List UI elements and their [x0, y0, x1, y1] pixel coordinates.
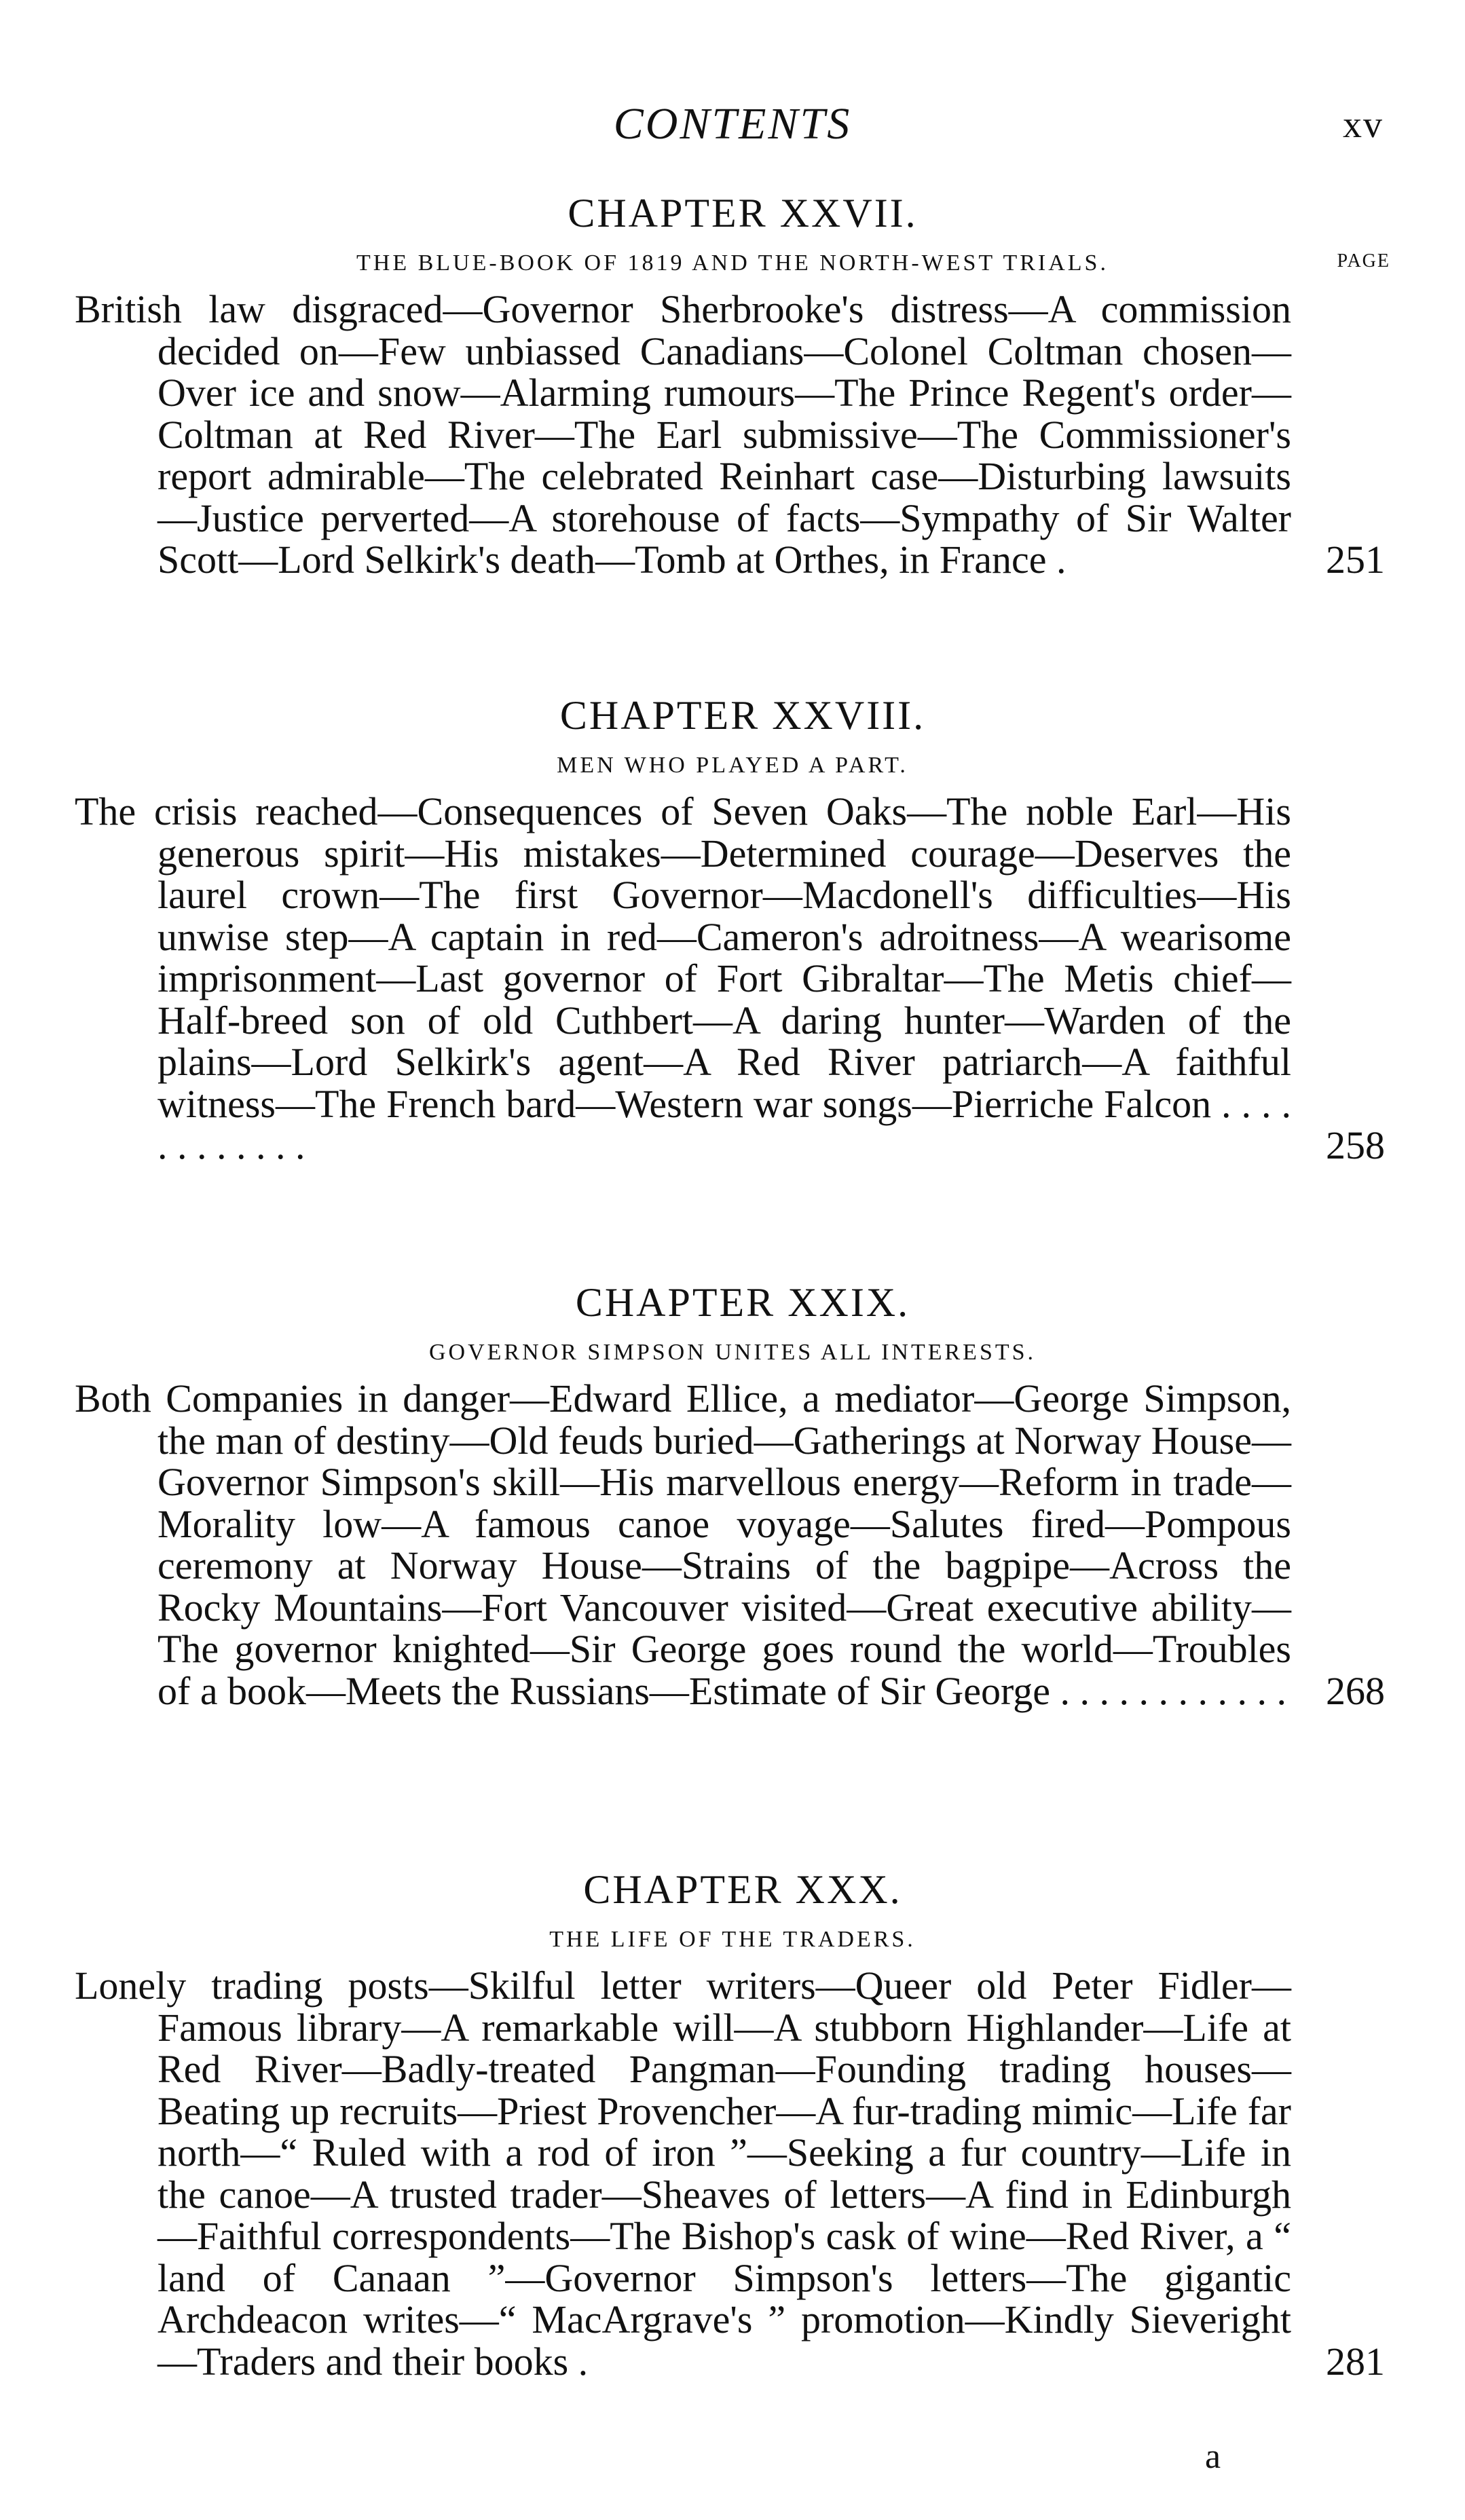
- chapter-subtitle: [0, 250, 1465, 276]
- chapter-entry: [0, 288, 1465, 581]
- chapter-summary: British law disgraced—Governor Sherbrooke's distress—A commission decided on—Few unbiassed Canadians—Colonel Coltman chosen—Over ice and snow—Alarming rumours—The Prince Regent's order—Coltman at Red River—The Earl submissive—The Commissioner's report admirable—The celebrated Reinhart case—Disturbing lawsuits—Justice perverted—A storehouse of facts—Sympathy of Sir Walter Scott—Lord Selkirk's death—Tomb at Orthes, in France .: [75, 287, 1291, 582]
- chapter-page-number: 268: [1326, 1668, 1385, 1713]
- chapter-subtitle: THE LIFE OF THE TRADERS.: [549, 1927, 916, 1952]
- chapter-summary: Lonely trading posts—Skilful letter writers—Queer old Peter Fidler—Famous library—A remarkable will—A stubborn Highlander—Life at Red River—Badly-treated Pangman—Founding trading houses—Beating up recruits—Priest Provencher—A fur-trading mimic—Life far north—“ Ruled with a rod of iron ”—Seeking a fur country—Life in the canoe—A trusted trader—Sheaves of letters—A find in Edinburgh—Faithful correspondents—The Bishop's cask of wine—Red River, a “ land of Canaan ”—Governor Simpson's letters—The gigantic Archdeacon writes—“ MacArgrave's ” promotion—Kindly Sieveright—Traders and their books .: [75, 1963, 1291, 2384]
- chapter-xxvii: [0, 190, 1465, 581]
- chapter-subtitle: MEN WHO PLAYED A PART.: [557, 753, 908, 778]
- chapter-xxx: [0, 1866, 1465, 2382]
- chapter-page-number: 258: [1326, 1123, 1385, 1167]
- chapter-xxviii: [0, 692, 1465, 1167]
- chapter-heading: CHAPTER XXX.: [583, 1867, 902, 1912]
- page-column-label: PAGE: [1337, 250, 1390, 271]
- chapter-subtitle-text: THE BLUE-BOOK OF 1819 AND THE NORTH-WEST TRIALS.: [356, 250, 1109, 276]
- chapter-heading: CHAPTER XXIX.: [575, 1280, 910, 1325]
- chapter-heading: CHAPTER XXVIII.: [559, 693, 926, 738]
- chapter-subtitle: GOVERNOR SIMPSON UNITES ALL INTERESTS.: [428, 1340, 1037, 1365]
- chapter-entry: [0, 1965, 1465, 2382]
- chapter-summary: Both Companies in danger—Edward Ellice, a mediator—George Simpson, the man of destiny—Old feuds buried—Gatherings at Norway House—Governor Simpson's skill—His marvellous energy—Reform in trade—Morality low—A famous canoe voyage—Salutes fired—Pompous ceremony at Norway House—Strains of the bagpipe—Across the Rocky Mountains—Fort Vancouver visited—Great executive ability—The governor knighted—Sir George goes round the world—Troubles of a book—Meets the Russians—Estimate of Sir George . . . . . . . . . . . .: [75, 1376, 1291, 1713]
- page-number-roman: xv: [1343, 104, 1384, 146]
- signature-mark: a: [1205, 2437, 1221, 2476]
- chapter-page-number: 251: [1326, 538, 1385, 582]
- chapter-summary: The crisis reached—Consequences of Seven Oaks—The noble Earl—His generous spirit—His mistakes—Determined courage—Deserves the laurel crown—The first Governor—Macdonell's difficulties—His unwise step—A captain in red—Cameron's adroitness—A wearisome imprisonment—Last governor of Fort Gibraltar—The Metis chief—Half-breed son of old Cuthbert—A daring hunter—Warden of the plains—Lord Selkirk's agent—A Red River patriarch—A faithful witness—The French bard—Western war songs—Pierriche Falcon . . . . . . . . . . . .: [75, 789, 1291, 1167]
- chapter-entry: [0, 791, 1465, 1167]
- chapter-entry: [0, 1378, 1465, 1712]
- running-title: CONTENTS: [613, 99, 852, 149]
- chapter-page-number: 281: [1326, 2339, 1385, 2384]
- chapter-heading: CHAPTER XXVII.: [568, 191, 918, 236]
- chapter-xxix: [0, 1279, 1465, 1712]
